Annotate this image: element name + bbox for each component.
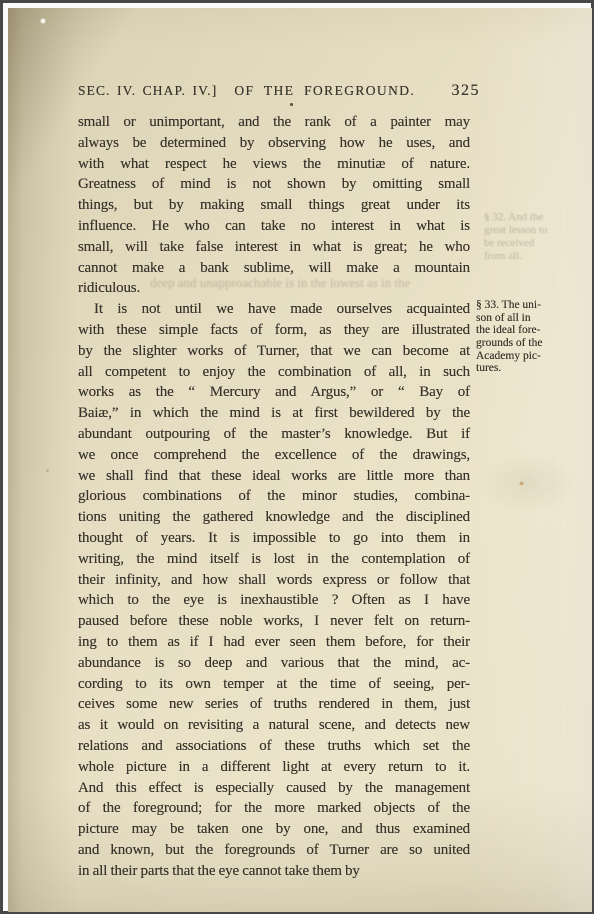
bleedthrough-line: great lesson to <box>484 224 548 236</box>
text-line: relations and associations of these truths which set the <box>78 737 470 754</box>
margin-note-line: tures. <box>476 362 502 375</box>
text-line: cording to its own temper at the time of seeing, per- <box>78 675 470 692</box>
text-line: works as the “ Mercury and Argus,” or “ Bay of <box>78 384 470 401</box>
text-line: tions uniting the gathered knowledge and the disciplined <box>78 509 470 526</box>
text-line: always be determined by observing how he uses, and <box>78 134 470 151</box>
text-line: influence. He who can take no interest in what is <box>78 217 470 234</box>
text-line: things, but by making small things great under its <box>78 197 470 214</box>
margin-note-line: the ideal fore- <box>476 324 541 337</box>
paper-speck-faint <box>46 469 49 472</box>
text-line: ing to them as if I had ever seen them before, for their <box>78 633 470 650</box>
text-line: It is not until we have made ourselves acquainted <box>94 301 470 318</box>
text-line: small or unimportant, and the rank of a painter may <box>78 114 470 130</box>
text-line: glorious combinations of the minor studies, combina- <box>78 488 470 505</box>
bleedthrough-line: be received <box>484 237 535 249</box>
text-line: ceives some new series of truths rendered in them, just <box>78 696 470 713</box>
bleedthrough-text-line: deep and unapproachable is in the lowest as in the <box>150 276 411 290</box>
text-line: And this effect is especially caused by the management <box>78 779 470 796</box>
text-line: Greatness of mind is not shown by omitting small <box>78 176 470 193</box>
running-head <box>78 82 480 100</box>
text-line: with these simple facts of form, as they are illustrated <box>78 321 470 338</box>
text-line: paused before these noble works, I never felt on return- <box>78 613 470 630</box>
text-line: abundance is so deep and various that the mind, ac- <box>78 654 470 671</box>
book-page <box>8 8 592 912</box>
text-line: whole picture in a different light at every return to it. <box>78 758 470 775</box>
text-line: all competent to enjoy the combination of all, in such <box>78 363 470 380</box>
text-line: as it would on revisiting a natural scene, and detects new <box>78 717 470 734</box>
text-line: with what respect he views the minutiæ of nature. <box>78 155 470 172</box>
bleedthrough-margin-note <box>484 211 576 263</box>
text-line: writing, the mind itself is lost in the contemplation of <box>78 550 470 567</box>
margin-note-line: Academy pic- <box>476 349 541 362</box>
bleedthrough-line: from all. <box>484 250 522 262</box>
text-line: thought of years. It is impossible to go into them in <box>78 529 470 546</box>
margin-note-line: son of all in <box>476 311 531 324</box>
margin-note-section-33 <box>476 299 576 375</box>
ink-dot <box>290 103 293 106</box>
text-line: ridiculous. <box>78 280 141 297</box>
text-line: small, will take false interest in what is great; he who <box>78 238 470 255</box>
text-line: of the foreground; for the more marked objects of the <box>78 800 470 817</box>
paper-speck-white <box>41 19 45 23</box>
text-line: abundant outpouring of the master’s knowledge. But if <box>78 425 470 442</box>
text-line: picture may be taken one by one, and thus examined <box>78 821 470 838</box>
text-line: in all their parts that the eye cannot take them by <box>78 862 360 879</box>
bleedthrough-line: § 32. And the <box>484 211 544 223</box>
text-line: which to the eye is inexhaustible ? Often as I have <box>78 592 470 609</box>
text-line: Baiæ,” in which the mind is at first bewildered by the <box>78 405 470 422</box>
body-text <box>78 112 470 881</box>
text-line: and known, but the foregrounds of Turner are so united <box>78 841 470 858</box>
text-line: by the slighter works of Turner, that we can become at <box>78 342 470 359</box>
margin-note-line: § 33. The uni- <box>476 299 541 311</box>
text-line: their infinity, and how shall words express or follow that <box>78 571 470 588</box>
text-line: cannot make a bank sublime, will make a mountain <box>78 259 470 276</box>
margin-note-line: grounds of the <box>476 337 543 350</box>
text-line: we shall find that these ideal works are little more than <box>78 467 470 484</box>
bleedthrough-smudge <box>478 454 578 512</box>
header-chapter-title: OF THE FOREGROUND. <box>234 83 416 98</box>
header-section-label: SEC. IV. CHAP. IV.] <box>78 83 218 98</box>
page-number: 325 <box>451 82 480 99</box>
text-line: we once comprehend the excellence of the drawings, <box>78 446 470 463</box>
foxing-spot <box>519 481 524 486</box>
